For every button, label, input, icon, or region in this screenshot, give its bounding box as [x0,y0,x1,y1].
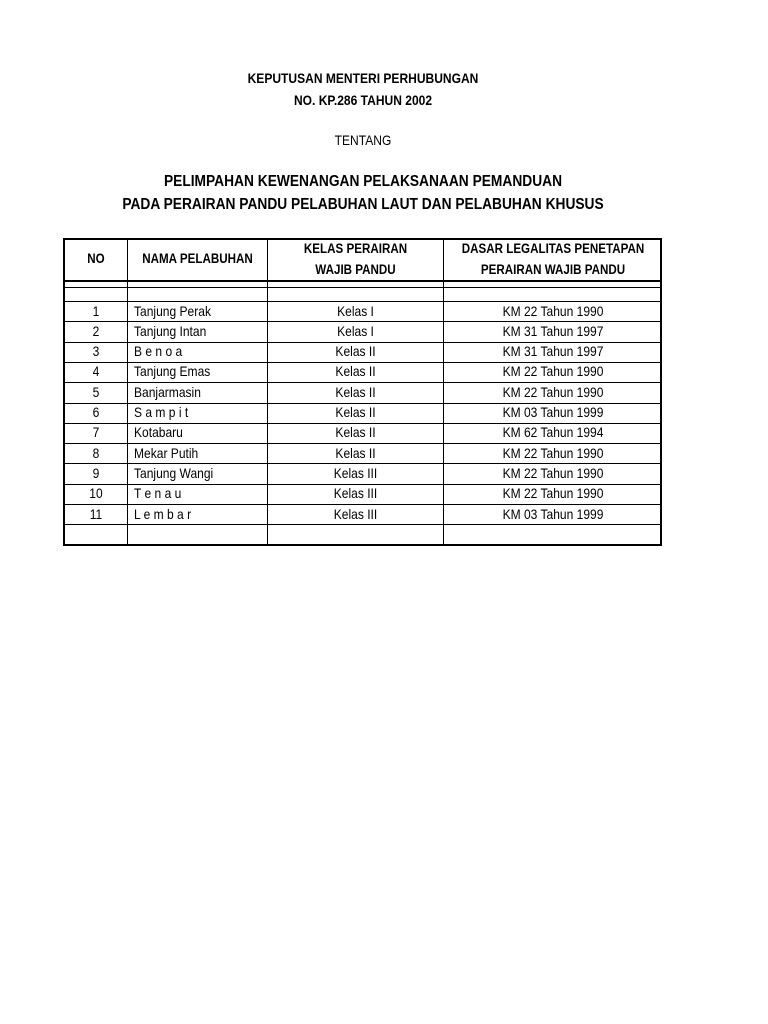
column-divider [127,240,128,544]
tentang-label: TENTANG [334,132,392,148]
cell-dasar-legalitas: KM 31 Tahun 1997 [502,323,604,339]
cell-dasar-legalitas: KM 62 Tahun 1994 [502,424,604,440]
header-nama-pelabuhan: NAMA PELABUHAN [142,251,253,266]
port-table [63,238,662,546]
cell-dasar-legalitas: KM 03 Tahun 1999 [502,506,604,522]
cell-no: 3 [92,343,100,359]
cell-no: 11 [89,506,103,522]
cell-no: 1 [92,303,100,319]
cell-kelas: Kelas I [337,303,374,319]
cell-nama-pelabuhan: B e n o a [134,343,183,359]
cell-kelas: Kelas III [333,485,378,501]
cell-kelas: Kelas III [333,506,378,522]
cell-kelas: Kelas I [337,323,374,339]
subject-line-1: PELIMPAHAN KEWENANGAN PELAKSANAAN PEMANDUAN [163,173,563,190]
cell-nama-pelabuhan: Tanjung Perak [134,303,211,319]
cell-nama-pelabuhan: S a m p i t [134,404,189,420]
cell-no: 10 [89,485,103,501]
cell-dasar-legalitas: KM 22 Tahun 1990 [502,303,604,319]
decree-number: NO. KP.286 TAHUN 2002 [293,92,433,108]
cell-dasar-legalitas: KM 22 Tahun 1990 [502,384,604,400]
cell-dasar-legalitas: KM 03 Tahun 1999 [502,404,604,420]
subject-line-2: PADA PERAIRAN PANDU PELABUHAN LAUT DAN PELABUHAN KHUSUS [122,196,604,213]
cell-nama-pelabuhan: Tanjung Emas [134,363,211,379]
cell-nama-pelabuhan: L e m b a r [134,506,192,522]
cell-dasar-legalitas: KM 22 Tahun 1990 [502,445,604,461]
cell-nama-pelabuhan: Mekar Putih [134,445,199,461]
cell-no: 5 [92,384,100,400]
cell-no: 9 [92,465,100,481]
cell-dasar-legalitas: KM 31 Tahun 1997 [502,343,604,359]
row-divider [65,524,660,525]
decree-title: KEPUTUSAN MENTERI PERHUBUNGAN [247,70,479,86]
cell-no: 8 [92,445,100,461]
cell-no: 2 [92,323,100,339]
cell-dasar-legalitas: KM 22 Tahun 1990 [502,465,604,481]
cell-kelas: Kelas II [335,424,376,440]
cell-nama-pelabuhan: T e n a u [134,485,182,501]
cell-dasar-legalitas: KM 22 Tahun 1990 [502,363,604,379]
cell-kelas: Kelas II [335,404,376,420]
cell-nama-pelabuhan: Kotabaru [134,424,183,440]
cell-kelas: Kelas II [335,343,376,359]
column-divider [267,240,268,544]
cell-no: 7 [92,424,100,440]
header-kelas-line2: WAJIB PANDU [315,262,396,277]
cell-no: 4 [92,363,100,379]
header-no: NO [87,251,105,266]
header-dasar-line2: PERAIRAN WAJIB PANDU [480,262,626,277]
cell-nama-pelabuhan: Tanjung Intan [134,323,207,339]
cell-nama-pelabuhan: Banjarmasin [134,384,201,400]
cell-no: 6 [92,404,100,420]
row-divider [65,287,660,288]
cell-kelas: Kelas II [335,445,376,461]
column-divider [443,240,444,544]
header-dasar-line1: DASAR LEGALITAS PENETAPAN [461,241,645,256]
cell-dasar-legalitas: KM 22 Tahun 1990 [502,485,604,501]
cell-nama-pelabuhan: Tanjung Wangi [134,465,214,481]
header-kelas-line1: KELAS PERAIRAN [303,241,408,256]
cell-kelas: Kelas II [335,363,376,379]
header-divider [65,280,660,282]
cell-kelas: Kelas II [335,384,376,400]
cell-kelas: Kelas III [333,465,378,481]
